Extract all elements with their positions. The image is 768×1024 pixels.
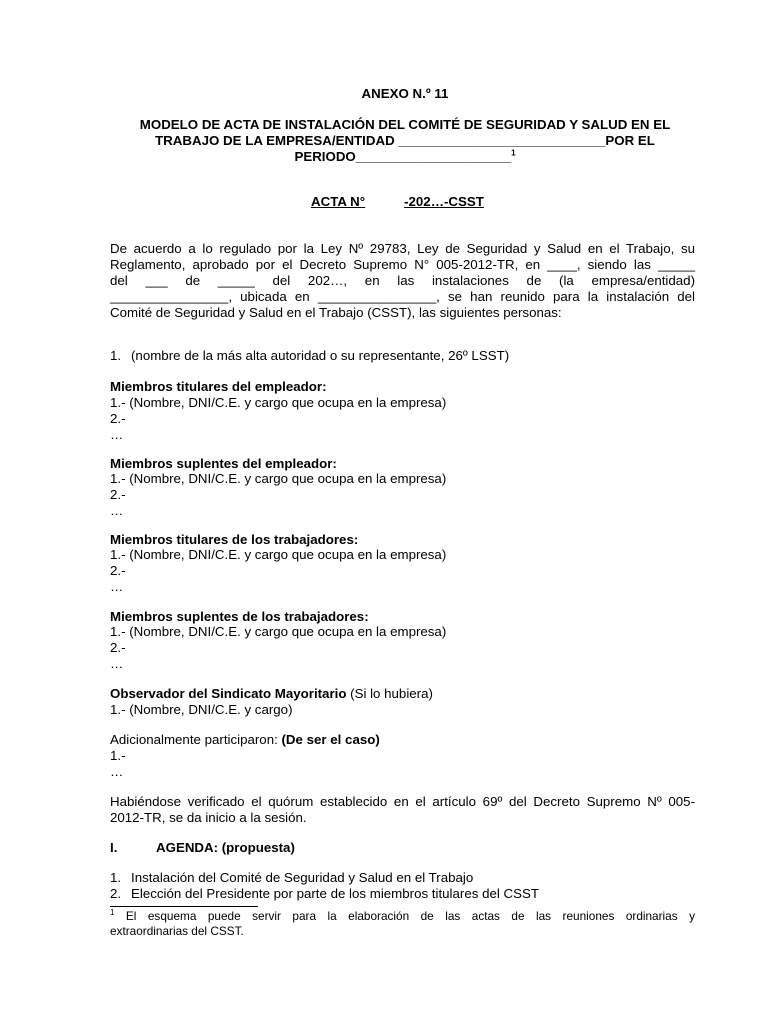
list-ellipsis: … [110,427,124,442]
agenda-item [110,886,539,902]
intro-line-4: ________________, ubicada en ________________, se han reunido para la instalación del [110,289,695,304]
annex-title: ANEXO N.º 11 [361,86,449,101]
section-heading: Miembros titulares del empleador: [110,379,327,394]
footnote-reference: 1 [511,148,516,158]
intro-line-5: Comité de Seguridad y Salud en el Trabajo (CSST), las siguientes personas: [110,305,562,320]
list-ellipsis: … [110,579,124,594]
list-ellipsis: … [110,656,124,671]
footnote-line-2: extraordinarias del CSST. [110,924,244,938]
document-title-line-2: TRABAJO DE LA EMPRESA/ENTIDAD ____________________________POR EL [155,133,655,148]
footnote-separator [110,906,258,907]
observer-title: Observador del Sindicato Mayoritario [110,686,347,701]
additional-label: Adicionalmente participaron: [110,732,282,747]
intro-line-1: De acuerdo a lo regulado por la Ley Nº 29783, Ley de Seguridad y Salud en el Trabajo, su [110,241,695,256]
section-heading: Miembros suplentes de los trabajadores: [110,609,369,624]
list-item: 2.- [110,563,126,578]
observer-note: (Si lo hubiera) [346,686,433,701]
footnote-line-1 [110,909,695,924]
list-item: 1.- (Nombre, DNI/C.E. y cargo que ocupa en la empresa) [110,471,447,486]
agenda-item [110,870,473,886]
section-heading: Miembros titulares de los trabajadores: [110,532,359,547]
footnote [110,909,695,939]
document-title-line-1: MODELO DE ACTA DE INSTALACIÓN DEL COMITÉ DE SEGURIDAD Y SALUD EN EL [139,117,671,132]
agenda-roman: I. [110,840,118,855]
list-item: 1.- [110,748,126,763]
list-item: 2.- [110,411,126,426]
agenda-item-number: 1. [110,870,122,885]
acta-code: -202…-CSST [404,194,484,209]
footnote-mark: 1 [110,908,115,918]
acta-label: ACTA N° [311,194,366,209]
document-title-line-3 [110,149,700,165]
footnote-text-1: El esquema puede servir para la elaboración de las actas de las reuniones ordinarias y [114,909,695,923]
list-item: 2.- [110,487,126,502]
intro-line-2: Reglamento, aprobado por el Decreto Supremo N° 005-2012-TR, en ____, siendo las _____ [110,257,695,272]
list-ellipsis: … [110,503,124,518]
quorum-line-1: Habiéndose verificado el quórum establecido en el artículo 69º del Decreto Supremo Nº 005- [110,794,695,809]
list-ellipsis: … [110,764,124,779]
observer-heading [110,686,433,702]
list-item: 1.- (Nombre, DNI/C.E. y cargo) [110,702,293,717]
quorum-line-2: 2012-TR, se da inicio a la sesión. [110,810,307,825]
additional-note: (De ser el caso) [281,732,380,747]
acta-number [311,194,484,210]
list-item: 2.- [110,640,126,655]
title-period: PERIODO_____________________ [294,149,512,164]
list-item: 1.- (Nombre, DNI/C.E. y cargo que ocupa en la empresa) [110,395,447,410]
agenda-item-number: 2. [110,886,122,901]
intro-line-3: del ___ de _____ del 202…, en las instalaciones de (la empresa/entidad) [110,273,695,288]
authority-item [110,348,509,364]
agenda-item-text: Elección del Presidente por parte de los miembros titulares del CSST [131,886,539,901]
section-heading: Miembros suplentes del empleador: [110,456,337,471]
authority-number: 1. [110,348,122,363]
authority-text: (nombre de la más alta autoridad o su representante, 26º LSST) [131,348,510,363]
list-item: 1.- (Nombre, DNI/C.E. y cargo que ocupa en la empresa) [110,547,447,562]
additional-heading [110,732,380,748]
agenda-item-text: Instalación del Comité de Seguridad y Salud en el Trabajo [131,870,474,885]
list-item: 1.- (Nombre, DNI/C.E. y cargo que ocupa en la empresa) [110,624,447,639]
agenda-heading: AGENDA: (propuesta) [156,840,295,855]
